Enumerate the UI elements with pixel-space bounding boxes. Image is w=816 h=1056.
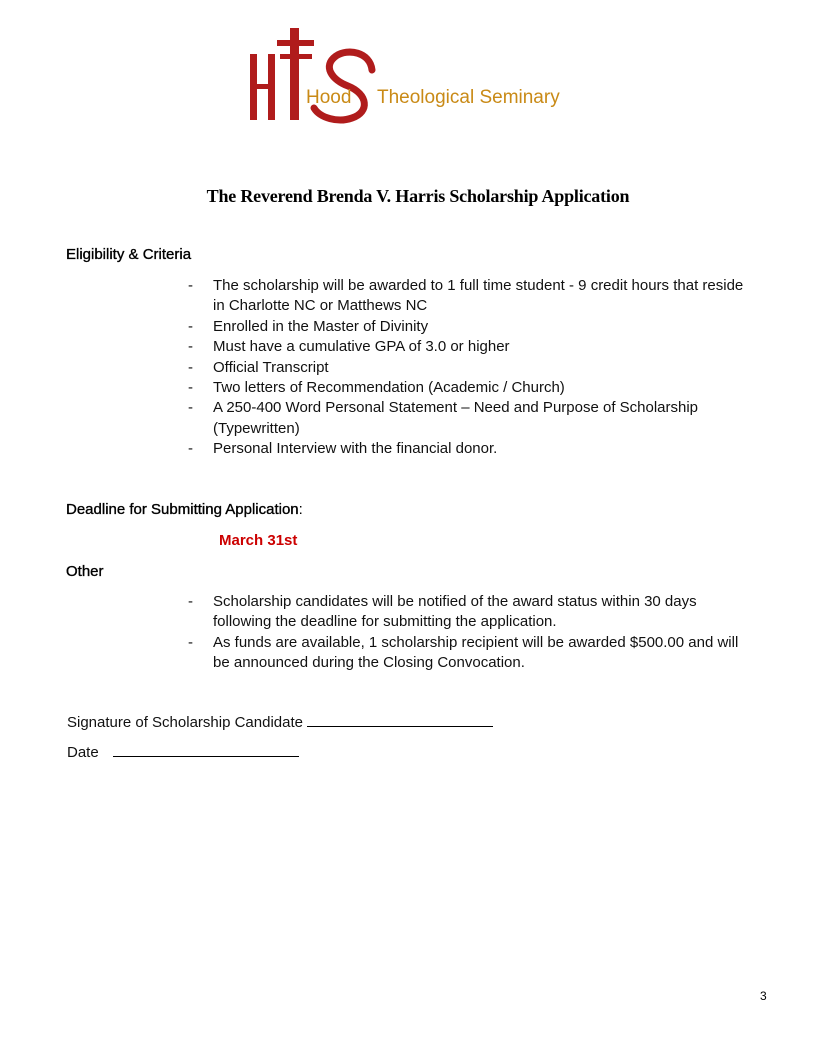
seminary-logo (244, 26, 594, 126)
date-label: Date (67, 744, 99, 761)
list-item (188, 439, 748, 459)
seminary-logo-mark (244, 26, 594, 126)
list-item (188, 317, 748, 337)
signature-label: Signature of Scholarship Candidate (67, 714, 303, 731)
list-item-text: Personal Interview with the financial donor. (213, 440, 498, 458)
deadline-heading (66, 501, 303, 518)
deadline-heading-text: Deadline for Submitting Application (66, 501, 299, 518)
other-list (188, 592, 748, 674)
bullet-dash: - (188, 440, 193, 458)
other-heading: Other (66, 563, 104, 580)
list-item (188, 358, 748, 378)
eligibility-list (188, 276, 748, 460)
bullet-dash: - (188, 379, 193, 397)
list-item-text: Enrolled in the Master of Divinity (213, 317, 429, 335)
bullet-dash: - (188, 317, 193, 335)
bullet-dash: - (188, 358, 193, 376)
list-item (188, 592, 748, 633)
list-item-text: Official Transcript (213, 358, 329, 376)
list-item (188, 398, 748, 439)
bullet-dash: - (188, 399, 193, 417)
signature-row (67, 714, 493, 731)
list-item (188, 633, 748, 674)
bullet-dash: - (188, 277, 193, 294)
list-item-text: As funds are available, 1 scholarship recipient will be awarded $500.00 and will be announced during the Closing Convocation. (213, 633, 739, 672)
eligibility-heading: Eligibility & Criteria (66, 246, 192, 263)
deadline-date: March 31st (219, 532, 298, 549)
logo-text-hood: Hood (306, 87, 352, 108)
date-row (67, 744, 299, 761)
bullet-dash: - (188, 338, 193, 356)
bullet-dash: - (188, 633, 193, 651)
list-item-text: Must have a cumulative GPA of 3.0 or higher (213, 338, 510, 356)
list-item-text: A 250-400 Word Personal Statement – Need and Purpose of Scholarship (Typewritten) (213, 399, 699, 437)
deadline-colon: : (298, 501, 303, 518)
list-item-text: The scholarship will be awarded to 1 full time student - 9 credit hours that reside in Charlotte NC or Matthews NC (213, 277, 744, 315)
document-title: The Reverend Brenda V. Harris Scholarship Application (206, 186, 630, 206)
list-item (188, 276, 748, 317)
page-number: 3 (760, 989, 767, 1003)
list-item-text: Two letters of Recommendation (Academic / Church) (213, 379, 565, 397)
signature-line[interactable] (307, 714, 493, 727)
bullet-dash: - (188, 593, 193, 610)
date-line[interactable] (113, 744, 299, 757)
logo-text-seminary: Theological Seminary (377, 87, 560, 108)
list-item (188, 337, 748, 357)
list-item (188, 378, 748, 398)
list-item-text: Scholarship candidates will be notified of the award status within 30 days following the deadline for submitting the application. (213, 593, 697, 631)
